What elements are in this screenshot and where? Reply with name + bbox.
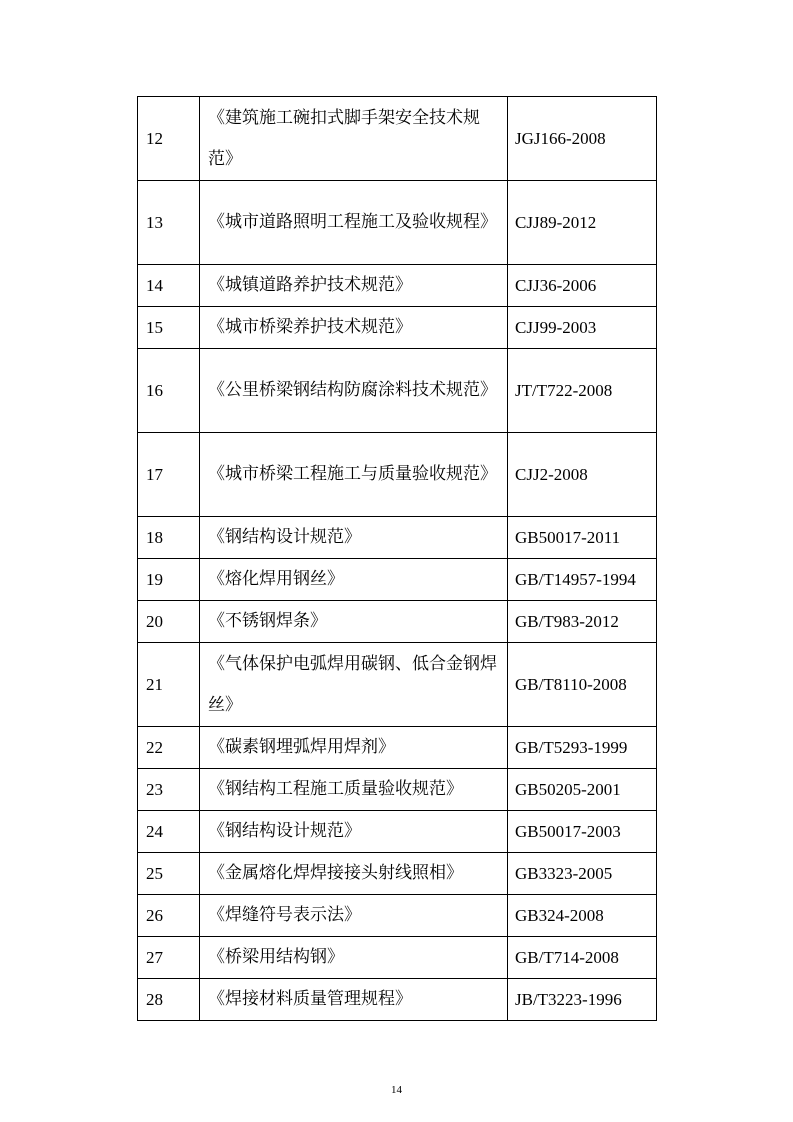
table-row: [138, 853, 657, 895]
row-number-cell: 13: [138, 181, 200, 265]
standard-code-cell: CJJ89-2012: [508, 181, 657, 265]
table-row: [138, 769, 657, 811]
table-row: [138, 265, 657, 307]
row-number-cell: 19: [138, 559, 200, 601]
standard-code-cell: GB3323-2005: [508, 853, 657, 895]
table-row: [138, 643, 657, 727]
standard-name-cell: 《城市桥梁工程施工与质量验收规范》: [200, 433, 508, 517]
row-number-cell: 21: [138, 643, 200, 727]
standard-code-cell: GB/T8110-2008: [508, 643, 657, 727]
standard-name-cell: 《城市桥梁养护技术规范》: [200, 307, 508, 349]
standard-name-cell: 《公里桥梁钢结构防腐涂料技术规范》: [200, 349, 508, 433]
row-number-cell: 25: [138, 853, 200, 895]
standard-name-cell: 《气体保护电弧焊用碳钢、低合金钢焊丝》: [200, 643, 508, 727]
table-row: [138, 979, 657, 1021]
standard-name-cell: 《焊缝符号表示法》: [200, 895, 508, 937]
row-number-cell: 17: [138, 433, 200, 517]
row-number-cell: 12: [138, 97, 200, 181]
standard-name-cell: 《碳素钢埋弧焊用焊剂》: [200, 727, 508, 769]
standard-name-cell: 《钢结构工程施工质量验收规范》: [200, 769, 508, 811]
standard-code-cell: CJJ2-2008: [508, 433, 657, 517]
table-row: [138, 811, 657, 853]
table-row: [138, 559, 657, 601]
table-row: [138, 937, 657, 979]
table-row: [138, 727, 657, 769]
standard-code-cell: GB/T14957-1994: [508, 559, 657, 601]
table-row: [138, 349, 657, 433]
standard-code-cell: GB50205-2001: [508, 769, 657, 811]
standard-code-cell: GB50017-2003: [508, 811, 657, 853]
row-number-cell: 24: [138, 811, 200, 853]
standard-name-cell: 《桥梁用结构钢》: [200, 937, 508, 979]
standard-name-cell: 《不锈钢焊条》: [200, 601, 508, 643]
standard-code-cell: JT/T722-2008: [508, 349, 657, 433]
table-row: [138, 895, 657, 937]
row-number-cell: 16: [138, 349, 200, 433]
table-row: [138, 307, 657, 349]
row-number-cell: 23: [138, 769, 200, 811]
standard-code-cell: JB/T3223-1996: [508, 979, 657, 1021]
row-number-cell: 15: [138, 307, 200, 349]
standard-code-cell: CJJ99-2003: [508, 307, 657, 349]
row-number-cell: 28: [138, 979, 200, 1021]
row-number-cell: 27: [138, 937, 200, 979]
standard-name-cell: 《金属熔化焊焊接接头射线照相》: [200, 853, 508, 895]
table-row: [138, 181, 657, 265]
standard-code-cell: CJJ36-2006: [508, 265, 657, 307]
standard-name-cell: 《城市道路照明工程施工及验收规程》: [200, 181, 508, 265]
standard-code-cell: GB/T5293-1999: [508, 727, 657, 769]
table-row: [138, 517, 657, 559]
standard-name-cell: 《建筑施工碗扣式脚手架安全技术规范》: [200, 97, 508, 181]
table-row: [138, 601, 657, 643]
row-number-cell: 26: [138, 895, 200, 937]
table-row: [138, 433, 657, 517]
standard-name-cell: 《钢结构设计规范》: [200, 517, 508, 559]
row-number-cell: 22: [138, 727, 200, 769]
row-number-cell: 14: [138, 265, 200, 307]
standard-code-cell: JGJ166-2008: [508, 97, 657, 181]
row-number-cell: 20: [138, 601, 200, 643]
standard-name-cell: 《钢结构设计规范》: [200, 811, 508, 853]
standard-name-cell: 《城镇道路养护技术规范》: [200, 265, 508, 307]
table-row: [138, 97, 657, 181]
standards-table-body: [138, 97, 657, 1021]
standards-table: [137, 96, 657, 1021]
row-number-cell: 18: [138, 517, 200, 559]
standard-code-cell: GB/T714-2008: [508, 937, 657, 979]
standard-code-cell: GB/T983-2012: [508, 601, 657, 643]
standard-name-cell: 《熔化焊用钢丝》: [200, 559, 508, 601]
page-number: 14: [391, 1084, 402, 1096]
standard-code-cell: GB50017-2011: [508, 517, 657, 559]
standard-code-cell: GB324-2008: [508, 895, 657, 937]
standard-name-cell: 《焊接材料质量管理规程》: [200, 979, 508, 1021]
